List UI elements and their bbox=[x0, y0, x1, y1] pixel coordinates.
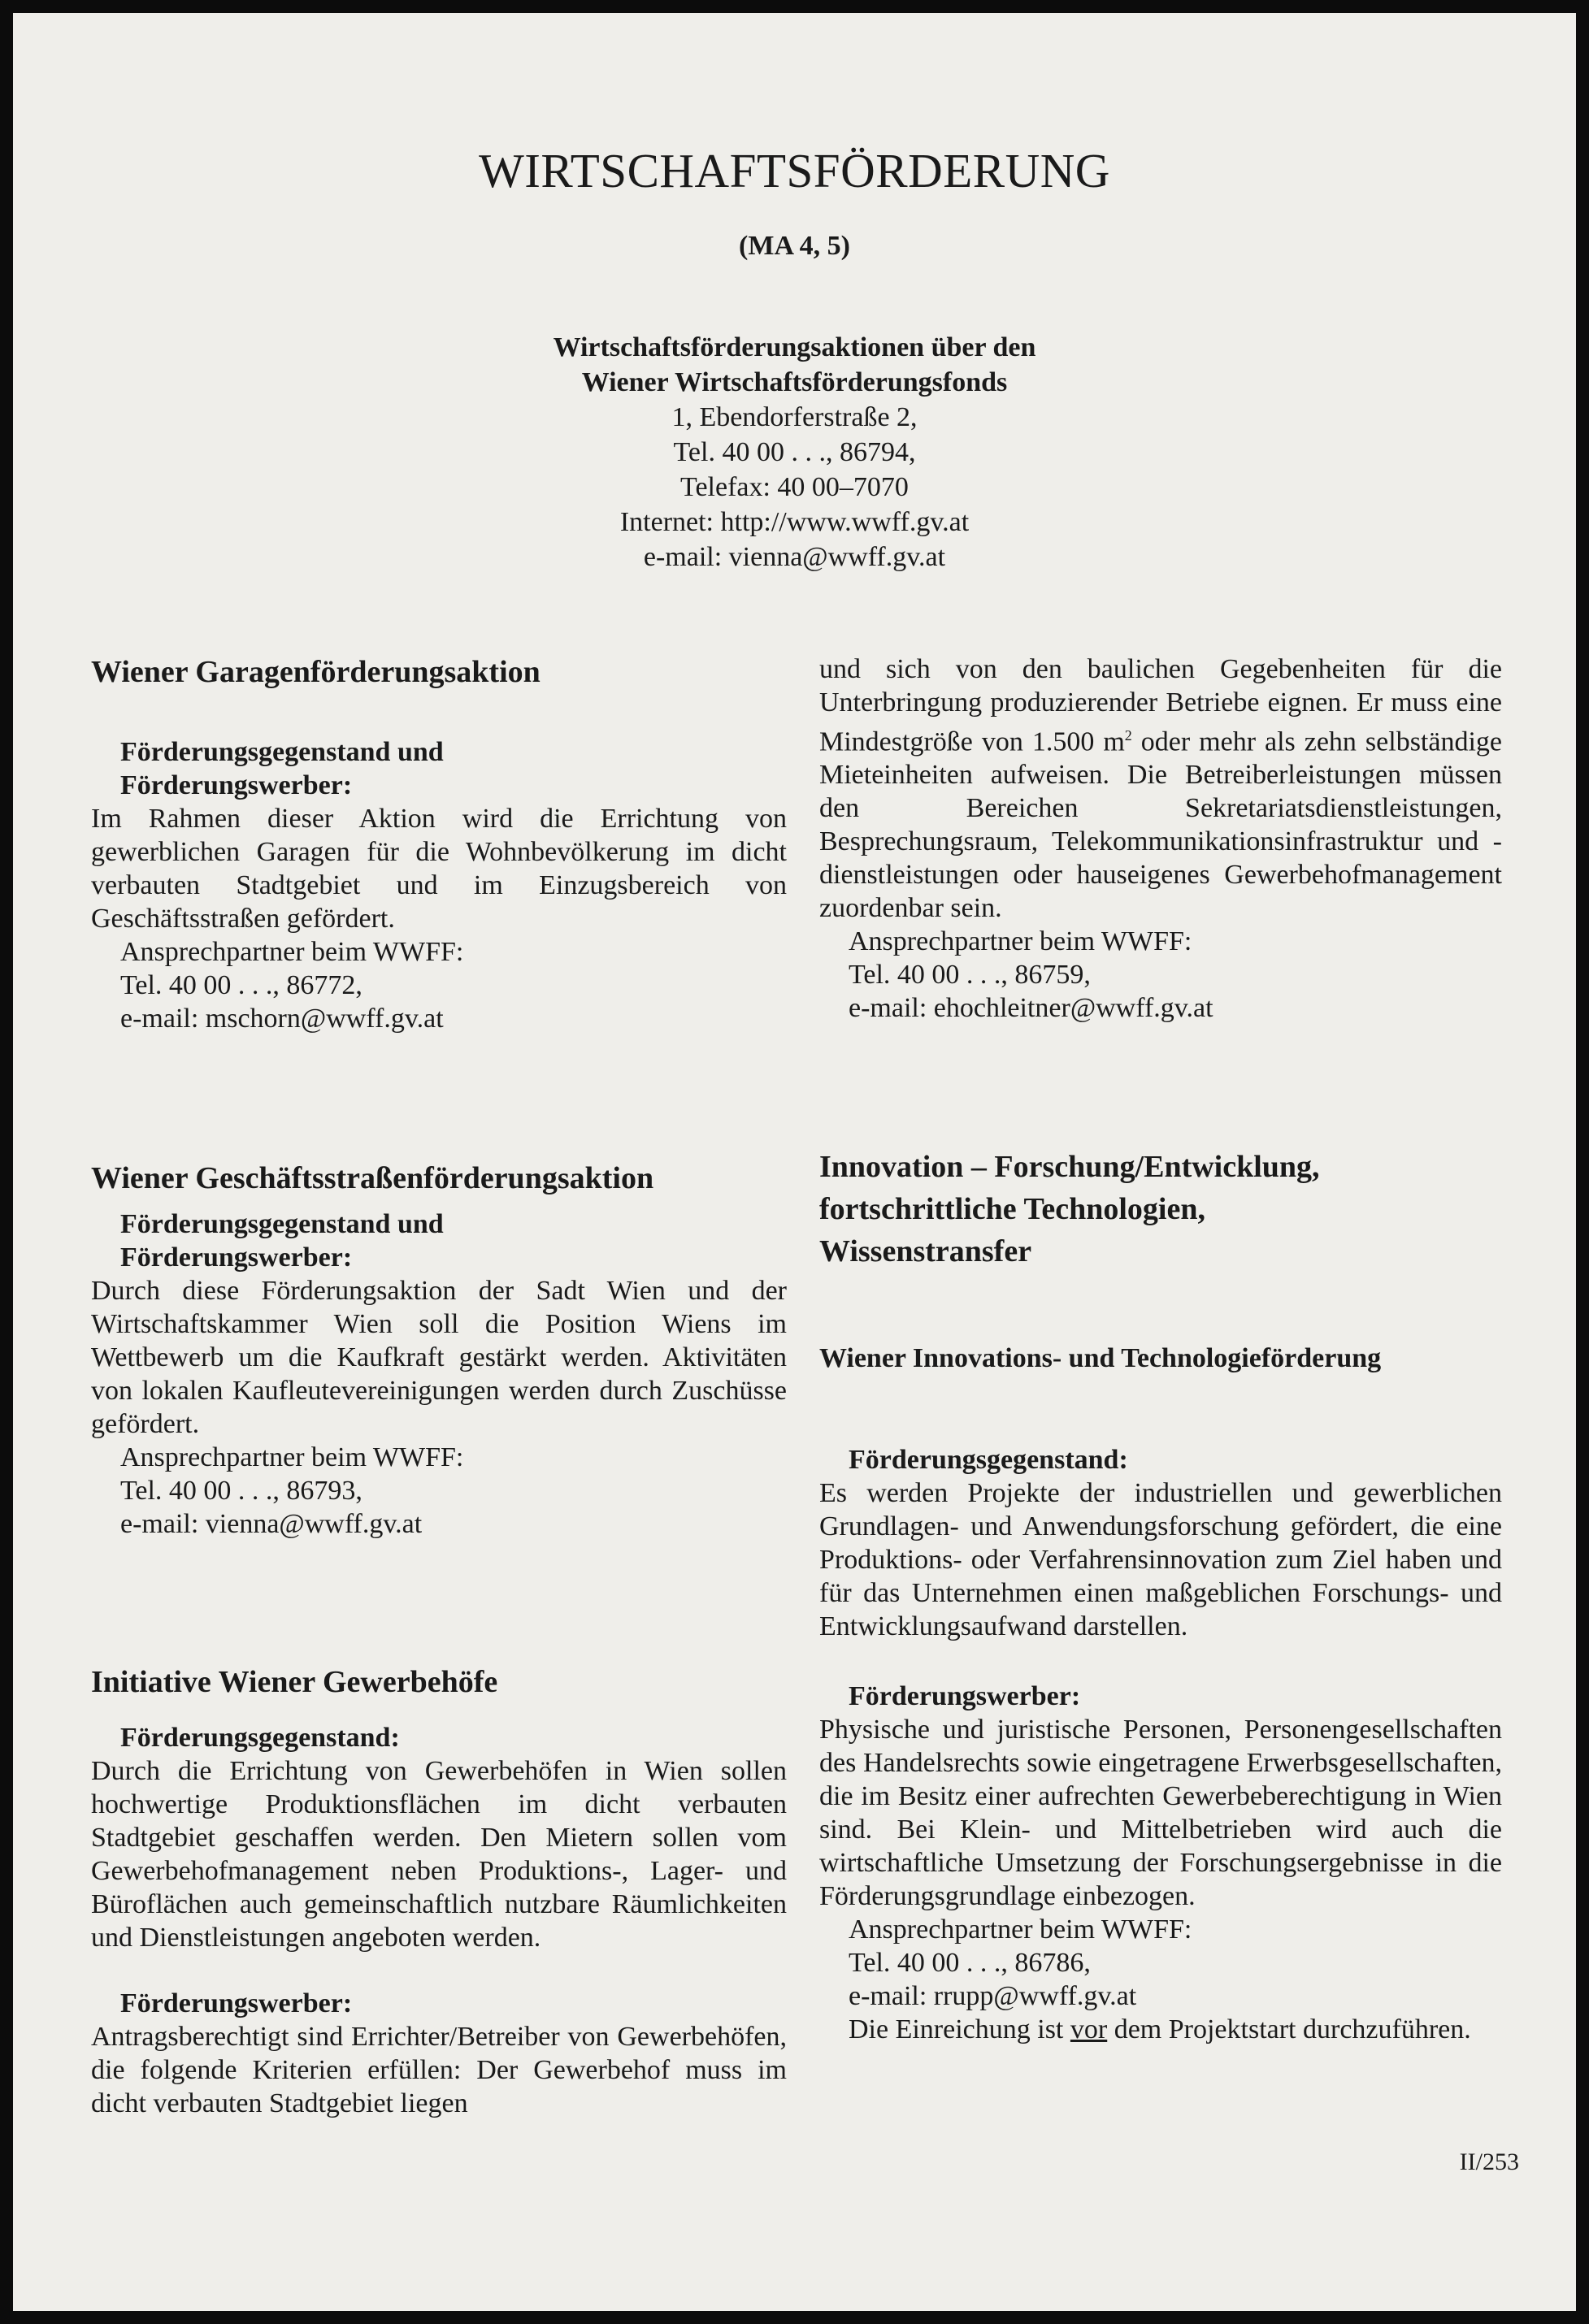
section-gewerbehoefe-continued bbox=[819, 653, 1502, 1025]
innovation-heading-line2: fortschrittliche Technologien, bbox=[819, 1192, 1205, 1226]
innovation-email: e-mail: rrupp@wwff.gv.at bbox=[849, 1981, 1137, 2011]
final-note-post: dem Projektstart durchzuführen. bbox=[1107, 2014, 1471, 2044]
geschaeft-sub2: Förderungswerber: bbox=[120, 1242, 353, 1273]
superscript-2: 2 bbox=[1124, 727, 1132, 744]
innovation-tel: Tel. 40 00 . . ., 86786, bbox=[849, 1948, 1091, 1978]
final-note-underlined: vor bbox=[1070, 2014, 1108, 2044]
gewerbehoefe-body-gegenstand: Durch die Errichtung von Gewerbehöfen in Wien sollen hochwertige Produktionsflächen im dicht verbauten Stadtgebiet geschaffen werden. Den Mietern sollen vom Gewerbehofmanagement neben Produktions-, Lager- und Büroflächen auch gemeinschaftlich nutzbare Räumlichkeiten und Dienstleistungen angeboten werden. bbox=[91, 1756, 787, 1953]
fund-heading-line2: Wiener Wirtschaftsförderungsfonds bbox=[581, 367, 1008, 397]
garagen-heading: Wiener Garagenförderungsaktion bbox=[91, 655, 541, 689]
innovation-sub-werber: Förderungswerber: bbox=[849, 1681, 1081, 1711]
geschaeft-sub1: Förderungsgegenstand und bbox=[120, 1209, 444, 1239]
final-note-pre: Die Einreichung ist bbox=[849, 2014, 1070, 2044]
page-title: WIRTSCHAFTSFÖRDERUNG bbox=[479, 144, 1110, 197]
innovation-final-note bbox=[819, 2013, 1502, 2046]
innovation-body-werber: Physische und juristische Personen, Personengesellschaften des Handelsrechts sowie eingetragene Erwerbsgesellschaften, die im Besitz einer aufrechten Gewerbeberechtigung in Wien sind. Bei Klein- und Mittelbetrieben wird auch die wirtschaftliche Umsetzung der Forschungsergebnisse in die Förderungsgrundlage einbezogen. bbox=[819, 1715, 1502, 1911]
fund-address: 1, Ebendorferstraße 2, bbox=[671, 402, 918, 432]
innovation-sub-gegenstand: Förderungsgegenstand: bbox=[849, 1445, 1128, 1475]
innovation-contact: Ansprechpartner beim WWFF: bbox=[849, 1914, 1192, 1945]
gewerbehoefe-body-werber: Antragsberechtigt sind Errichter/Betreiber von Gewerbehöfen, die folgende Kriterien erfüllen: Der Gewerbehof muss im dicht verbauten Stadtgebiet liegen bbox=[91, 2022, 787, 2118]
section-innovation bbox=[819, 1146, 1502, 2046]
gewerbehoefe-body-continued bbox=[819, 653, 1502, 925]
garagen-body: Im Rahmen dieser Aktion wird die Errichtung von gewerblichen Garagen für die Wohnbevölkerung im dicht verbauten Stadtgebiet und im Einzugsbereich von Geschäftsstraßen gefördert. bbox=[91, 804, 787, 934]
gewerbehoefe-heading: Initiative Wiener Gewerbehöfe bbox=[91, 1665, 498, 1699]
garagen-sub2: Förderungswerber: bbox=[120, 770, 353, 800]
fund-heading-line1: Wirtschaftsförderungsaktionen über den bbox=[553, 332, 1036, 362]
geschaeft-heading: Wiener Geschäftsstraßenförderungsaktion bbox=[91, 1161, 654, 1195]
garagen-sub1: Förderungsgegenstand und bbox=[120, 737, 444, 767]
fund-email: e-mail: vienna@wwff.gv.at bbox=[643, 542, 946, 572]
section-geschaeftsstrassen bbox=[91, 1157, 787, 1541]
gewerbehoefe-tel: Tel. 40 00 . . ., 86759, bbox=[849, 960, 1091, 991]
fund-internet: Internet: http://www.wwff.gv.at bbox=[619, 507, 970, 537]
gewerbehoefe-sub-gegenstand: Förderungsgegenstand: bbox=[120, 1723, 400, 1753]
innovation-heading-line1: Innovation – Forschung/Entwicklung, bbox=[819, 1150, 1320, 1184]
innovation-heading-line3: Wissenstransfer bbox=[819, 1234, 1032, 1268]
gewerbehoefe-contact: Ansprechpartner beim WWFF: bbox=[849, 926, 1192, 957]
section-garagen bbox=[91, 651, 787, 1035]
page-subtitle: (MA 4, 5) bbox=[739, 231, 850, 261]
garagen-tel: Tel. 40 00 . . ., 86772, bbox=[120, 970, 363, 1000]
document-page bbox=[13, 13, 1576, 2311]
fund-tel: Tel. 40 00 . . ., 86794, bbox=[673, 437, 916, 467]
garagen-email: e-mail: mschorn@wwff.gv.at bbox=[120, 1004, 444, 1034]
innovation-subheading: Wiener Innovations- und Technologieförderung bbox=[819, 1343, 1382, 1373]
geschaeft-body: Durch diese Förderungsaktion der Sadt Wien und der Wirtschaftskammer Wien soll die Position Wiens im Wettbewerb um die Kaufkraft gestärkt werden. Aktivitäten von lokalen Kaufleutevereinigungen werden durch Zuschüsse gefördert. bbox=[91, 1276, 787, 1439]
gewerbehoefe-cont-a: und sich von den baulichen Gegebenheiten für die Unterbringung produzierender Betriebe eignen. Er muss eine Mindestgröße von 1.500 m bbox=[819, 654, 1502, 757]
fund-fax: Telefax: 40 00–7070 bbox=[680, 472, 909, 502]
gewerbehoefe-cont-b: oder mehr als zehn selbständige Mieteinheiten aufweisen. Die Betreiberleistungen müssen den Bereichen Sekretariatsdienstleistungen, Besprechungsraum, Telekommunikationsinfrastruktur und -dienstleistungen oder hauseigenes Gewerbehofmanagement zuordenbar sein. bbox=[819, 726, 1502, 924]
page-number: II/253 bbox=[1459, 2148, 1519, 2175]
innovation-body-gegenstand: Es werden Projekte der industriellen und gewerblichen Grundlagen- und Anwendungsforschung gefördert, die eine Produktions- oder Verfahrensinnovation zum Ziel haben und für das Unternehmen einen maßgeblichen Forschungs- und Entwicklungsaufwand darstellen. bbox=[819, 1478, 1502, 1641]
geschaeft-email: e-mail: vienna@wwff.gv.at bbox=[120, 1509, 423, 1539]
gewerbehoefe-sub-werber: Förderungswerber: bbox=[120, 1988, 353, 2018]
gewerbehoefe-email: e-mail: ehochleitner@wwff.gv.at bbox=[849, 993, 1213, 1024]
garagen-contact: Ansprechpartner beim WWFF: bbox=[120, 937, 464, 967]
geschaeft-contact: Ansprechpartner beim WWFF: bbox=[120, 1442, 464, 1472]
geschaeft-tel: Tel. 40 00 . . ., 86793, bbox=[120, 1476, 363, 1506]
section-gewerbehoefe bbox=[91, 1661, 787, 2120]
fund-contact-block bbox=[13, 330, 1576, 574]
